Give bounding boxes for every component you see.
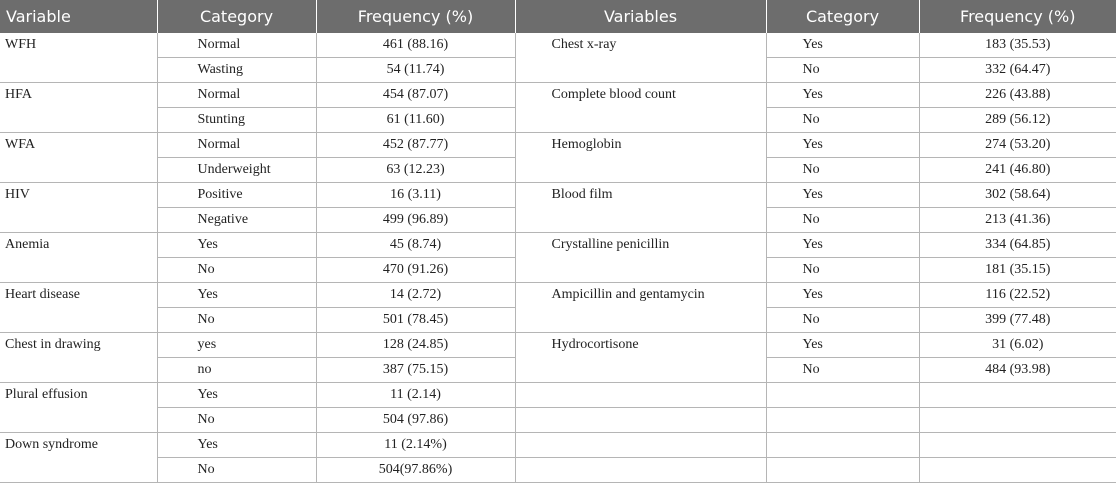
right-frequency-cell: 399 (77.48) <box>919 308 1116 333</box>
header-frequency-right: Frequency (%) <box>919 0 1116 33</box>
frequency-cell: 61 (11.60) <box>316 108 515 133</box>
table-row <box>0 33 1116 58</box>
category-cell: no <box>157 358 316 383</box>
right-category-cell: No <box>766 358 919 383</box>
table-row <box>0 283 1116 308</box>
category-cell: Wasting <box>157 58 316 83</box>
right-variable-cell: Blood film <box>515 183 766 233</box>
variable-cell: Plural effusion <box>0 383 157 433</box>
category-cell: Normal <box>157 83 316 108</box>
variable-cell: WFH <box>0 33 157 83</box>
right-category-cell: Yes <box>766 133 919 158</box>
category-cell: Yes <box>157 283 316 308</box>
frequency-cell: 11 (2.14%) <box>316 433 515 458</box>
variable-cell: WFA <box>0 133 157 183</box>
category-cell: No <box>157 408 316 433</box>
frequency-cell: 54 (11.74) <box>316 58 515 83</box>
empty-cell <box>919 408 1116 433</box>
category-cell: Negative <box>157 208 316 233</box>
empty-cell <box>515 383 766 408</box>
empty-cell <box>919 433 1116 458</box>
right-frequency-cell: 302 (58.64) <box>919 183 1116 208</box>
frequency-cell: 501 (78.45) <box>316 308 515 333</box>
table-row <box>0 133 1116 158</box>
variable-cell: HFA <box>0 83 157 133</box>
category-cell: Normal <box>157 133 316 158</box>
right-variable-cell: Chest x-ray <box>515 33 766 83</box>
table-body <box>0 33 1116 483</box>
frequency-cell: 11 (2.14) <box>316 383 515 408</box>
header-variables-right: Variables <box>515 0 766 33</box>
table-row <box>0 408 1116 433</box>
empty-cell <box>919 383 1116 408</box>
right-frequency-cell: 31 (6.02) <box>919 333 1116 358</box>
variable-cell: HIV <box>0 183 157 233</box>
right-variable-cell: Hydrocortisone <box>515 333 766 383</box>
category-cell: yes <box>157 333 316 358</box>
right-category-cell: No <box>766 108 919 133</box>
frequency-cell: 504 (97.86) <box>316 408 515 433</box>
header-category: Category <box>157 0 316 33</box>
right-category-cell: No <box>766 208 919 233</box>
table-row <box>0 83 1116 108</box>
frequency-cell: 16 (3.11) <box>316 183 515 208</box>
category-cell: Positive <box>157 183 316 208</box>
right-frequency-cell: 213 (41.36) <box>919 208 1116 233</box>
frequency-cell: 387 (75.15) <box>316 358 515 383</box>
frequency-cell: 63 (12.23) <box>316 158 515 183</box>
right-frequency-cell: 116 (22.52) <box>919 283 1116 308</box>
right-frequency-cell: 332 (64.47) <box>919 58 1116 83</box>
right-frequency-cell: 289 (56.12) <box>919 108 1116 133</box>
category-cell: No <box>157 308 316 333</box>
right-category-cell: Yes <box>766 333 919 358</box>
right-category-cell: No <box>766 58 919 83</box>
category-cell: Yes <box>157 233 316 258</box>
empty-cell <box>515 408 766 433</box>
right-category-cell: Yes <box>766 183 919 208</box>
frequency-cell: 128 (24.85) <box>316 333 515 358</box>
right-category-cell: Yes <box>766 33 919 58</box>
right-frequency-cell: 274 (53.20) <box>919 133 1116 158</box>
right-variable-cell: Complete blood count <box>515 83 766 133</box>
right-category-cell: Yes <box>766 283 919 308</box>
right-variable-cell: Ampicillin and gentamycin <box>515 283 766 333</box>
right-frequency-cell: 226 (43.88) <box>919 83 1116 108</box>
frequency-cell: 499 (96.89) <box>316 208 515 233</box>
category-cell: Underweight <box>157 158 316 183</box>
category-cell: Yes <box>157 383 316 408</box>
category-cell: No <box>157 258 316 283</box>
table-row <box>0 383 1116 408</box>
right-category-cell: Yes <box>766 83 919 108</box>
variable-cell: Anemia <box>0 233 157 283</box>
header-variable: Variable <box>0 0 157 33</box>
header-category-right: Category <box>766 0 919 33</box>
category-cell: Stunting <box>157 108 316 133</box>
header-frequency: Frequency (%) <box>316 0 515 33</box>
frequency-cell: 452 (87.77) <box>316 133 515 158</box>
frequency-cell: 470 (91.26) <box>316 258 515 283</box>
right-category-cell: Yes <box>766 233 919 258</box>
right-category-cell: No <box>766 308 919 333</box>
frequency-cell: 454 (87.07) <box>316 83 515 108</box>
right-frequency-cell: 484 (93.98) <box>919 358 1116 383</box>
empty-cell <box>919 458 1116 483</box>
right-variable-cell: Crystalline penicillin <box>515 233 766 283</box>
table-row <box>0 458 1116 483</box>
category-cell: Normal <box>157 33 316 58</box>
right-frequency-cell: 183 (35.53) <box>919 33 1116 58</box>
right-category-cell: No <box>766 258 919 283</box>
empty-cell <box>766 383 919 408</box>
variable-cell: Heart disease <box>0 283 157 333</box>
right-frequency-cell: 181 (35.15) <box>919 258 1116 283</box>
category-cell: Yes <box>157 433 316 458</box>
frequency-cell: 45 (8.74) <box>316 233 515 258</box>
frequency-cell: 14 (2.72) <box>316 283 515 308</box>
variable-cell: Down syndrome <box>0 433 157 483</box>
empty-cell <box>515 433 766 458</box>
frequency-cell: 504(97.86%) <box>316 458 515 483</box>
table-row <box>0 333 1116 358</box>
variable-cell: Chest in drawing <box>0 333 157 383</box>
right-frequency-cell: 241 (46.80) <box>919 158 1116 183</box>
empty-cell <box>766 408 919 433</box>
frequency-cell: 461 (88.16) <box>316 33 515 58</box>
category-cell: No <box>157 458 316 483</box>
empty-cell <box>515 458 766 483</box>
right-frequency-cell: 334 (64.85) <box>919 233 1116 258</box>
right-category-cell: No <box>766 158 919 183</box>
right-variable-cell: Hemoglobin <box>515 133 766 183</box>
table-row <box>0 233 1116 258</box>
table-row <box>0 433 1116 458</box>
table-row <box>0 183 1116 208</box>
header-row <box>0 0 1116 33</box>
empty-cell <box>766 458 919 483</box>
empty-cell <box>766 433 919 458</box>
